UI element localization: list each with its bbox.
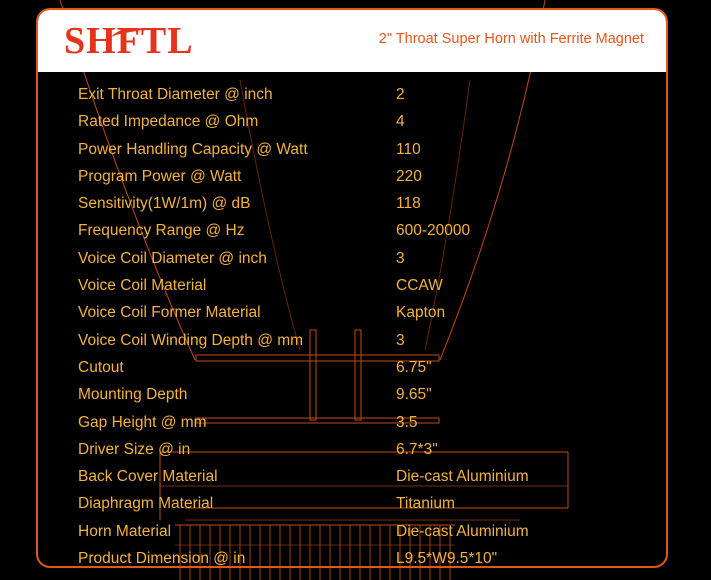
spec-label: Back Cover Material — [78, 468, 218, 486]
table-row — [78, 222, 648, 249]
table-row — [78, 441, 648, 468]
product-title: 2" Throat Super Horn with Ferrite Magnet — [378, 31, 644, 47]
spec-value: 6.7*3" — [396, 440, 438, 458]
spec-value: 6.75" — [396, 358, 432, 376]
spec-label: Gap Height @ mm — [78, 413, 207, 431]
spec-label: Voice Coil Winding Depth @ mm — [78, 331, 304, 349]
spec-label: Exit Throat Diameter @ inch — [78, 86, 273, 103]
spec-value: Kapton — [396, 304, 446, 322]
table-row — [78, 168, 648, 195]
spec-value: 9.65" — [396, 386, 432, 404]
brand-logo-text: SHFTL — [64, 20, 194, 62]
table-row — [78, 359, 648, 386]
table-row — [78, 195, 648, 222]
spec-label: Driver Size @ in — [78, 440, 191, 458]
spec-label: Rated Impedance @ Ohm — [78, 113, 259, 131]
table-row — [78, 523, 648, 550]
specification-table — [78, 86, 648, 577]
spec-value: 4 — [396, 113, 405, 131]
spec-label: Voice Coil Material — [78, 277, 207, 295]
spec-label: Power Handling Capacity @ Watt — [78, 140, 308, 158]
spec-value: 110 — [396, 140, 421, 158]
table-row — [78, 113, 648, 140]
spec-value: Die-cast Aluminium — [396, 522, 529, 540]
spec-label: Frequency Range @ Hz — [78, 222, 245, 240]
table-row — [78, 332, 648, 359]
spec-label: Horn Material — [78, 522, 172, 540]
spec-value: 220 — [396, 167, 422, 185]
table-row — [78, 277, 648, 304]
spec-label: Product Dimension @ in — [78, 550, 246, 568]
table-row — [78, 141, 648, 168]
spec-value: CCAW — [396, 277, 443, 295]
table-row — [78, 86, 648, 113]
spec-value: 3 — [396, 249, 405, 267]
spec-value: 3.5 — [396, 413, 418, 431]
spec-value: 3 — [396, 331, 405, 349]
spec-label: Diaphragm Material — [78, 495, 214, 513]
spec-value: Die-cast Aluminium — [396, 468, 529, 486]
table-row — [78, 468, 648, 495]
swoosh-icon — [110, 26, 146, 40]
spec-label: Sensitivity(1W/1m) @ dB — [78, 195, 251, 213]
spec-value: 2 — [396, 86, 405, 103]
table-row — [78, 550, 648, 577]
table-row — [78, 250, 648, 277]
spec-value: L9.5*W9.5*10" — [396, 550, 498, 568]
table-row — [78, 414, 648, 441]
table-row — [78, 304, 648, 331]
spec-label: Mounting Depth — [78, 386, 188, 404]
spec-label: Voice Coil Diameter @ inch — [78, 249, 267, 267]
spec-value: 600-20000 — [396, 222, 471, 240]
spec-label: Voice Coil Former Material — [78, 304, 261, 322]
spec-label: Cutout — [78, 358, 124, 376]
spec-value: Titanium — [396, 495, 455, 513]
table-row — [78, 495, 648, 522]
sheet-header — [38, 10, 666, 72]
spec-label: Program Power @ Watt — [78, 167, 242, 185]
spec-value: 118 — [396, 195, 421, 213]
table-row — [78, 386, 648, 413]
